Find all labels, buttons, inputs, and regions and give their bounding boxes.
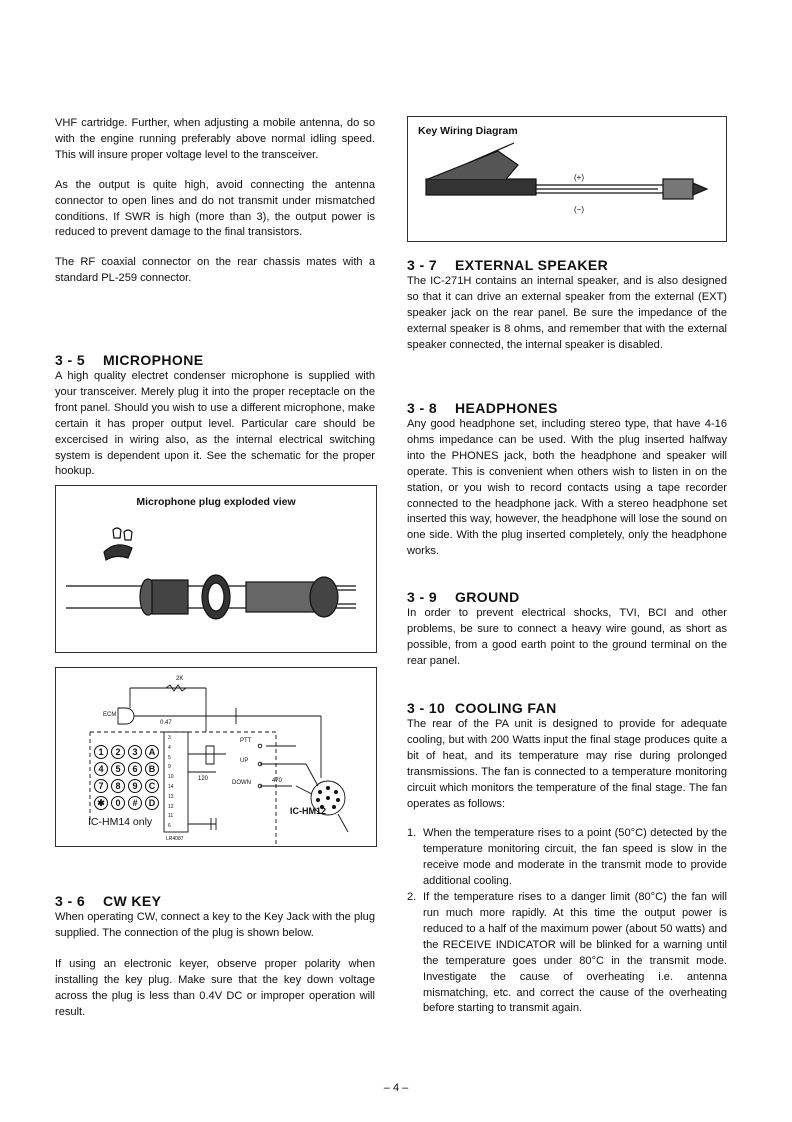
keypad-key: 0 [111, 796, 125, 810]
paragraph-cw-key: When operating CW, connect a key to the Key Jack with the plug supplied. The connection of the plug is shown below. [55, 911, 375, 939]
list-number: 2. [407, 891, 417, 904]
paragraph-output: As the output is quite high, avoid connecting the antenna connector to open lines and do not transmit under mismatched conditions. If SWR is high (more than 3), the output power is reduced to prevent damage to the final transistors. [55, 178, 375, 239]
list-number: 1. [407, 827, 417, 840]
keypad-key: 1 [94, 745, 108, 759]
heading-external-speaker [407, 256, 727, 274]
keypad-key: 5 [111, 762, 125, 776]
section-number: 3 - 8 [407, 400, 438, 416]
heading-microphone [55, 351, 375, 369]
plus-label: (+) [574, 173, 584, 182]
ptt-label: PTT [240, 738, 252, 744]
pin-number: 5 [168, 754, 171, 761]
section-3-5 [55, 351, 375, 480]
paragraph-microphone: A high quality electret condenser microphone is supplied with your transceiver. Merely plug it into the proper receptacle on the front panel. Should you wish to use a different microphone, make certain it has proper output level. Particular care should be excercised in wiring also, as the internal electrical switching system is dependent upon it. See the schematic for the proper hookup. [55, 370, 375, 478]
figure-microphone-plug [55, 485, 377, 653]
down-label: DOWN [232, 780, 251, 786]
pin-number: 4 [168, 744, 171, 751]
paragraph-ground: In order to prevent electrical shocks, TVI, BCI and other problems, be sure to connect a heavy wire gound, as short as possible, from a good earth point to the ground terminal on the rear panel. [407, 607, 727, 667]
keypad-key: A [145, 745, 159, 759]
list-item [407, 826, 727, 890]
section-number: 3 - 5 [55, 352, 86, 368]
paragraph-rf-connector: The RF coaxial connector on the rear chassis mates with a standard PL-259 connector. [55, 256, 375, 285]
pin-number: 6 [168, 823, 171, 830]
section-3-8 [407, 399, 727, 560]
keypad-key: 3 [128, 745, 142, 759]
paragraph-keyer: If using an electronic keyer, observe proper polarity when installing the key plug. Make sure that the key down voltage across the plug is less than 0.4V DC or improper operation will result. [55, 957, 375, 1018]
pin-numbers [168, 734, 188, 832]
section-3-6 [55, 892, 375, 1020]
paragraph-headphones: Any good headphone set, including stereo type, that have 4-16 ohms impedance can be used. With the plug inserted halfway into the PHONES jack, both the headphone and speaker will operate. This is convenient when others wish to listen in on the station, or you wish to record contacts using a tape recorder connected to the headphone jack. With a stereo headphone set inserted this way, however, the headphone will lose the sound on one side. With the plug inserted completely, only the headphone works. [407, 418, 727, 558]
ic-hm14-label: IC-HM14 only [88, 816, 153, 828]
section-title: EXTERNAL SPEAKER [455, 257, 609, 273]
keypad-key: 8 [111, 779, 125, 793]
section-title: GROUND [455, 589, 520, 605]
key-wiring-illustration [408, 117, 726, 241]
list-text: If the temperature rises to a danger limit (80°C) the fan will run much more rapidly. At this time the output power is reduced to a half of the maximum power (about 50 watts) and the RECEIVE INDICATOR will be blinked for a warning until the temperature goes under 80°C in the transmit mode. Investigate the cause of overheating i.e. antenna mismatching, etc. and correct the cause of the overheating before starting to transmit again. [423, 891, 727, 1015]
fan-operation-list [407, 826, 727, 1017]
chip-label: LR4087 [166, 836, 184, 842]
keypad-key: 6 [128, 762, 142, 776]
figure-caption: Key Wiring Diagram [418, 125, 518, 137]
ic-hm12-label: IC-HM12 [290, 806, 327, 816]
pin-number: 9 [168, 764, 171, 771]
keypad-key: C [145, 779, 159, 793]
section-number: 3 - 6 [55, 893, 86, 909]
figure-microphone-schematic [55, 667, 377, 847]
section-3-9 [407, 588, 727, 670]
keypad [94, 745, 162, 810]
pin-number: 13 [168, 793, 174, 800]
page-number: – 4 – [383, 1082, 409, 1094]
resistor-120-label: 120 [198, 776, 209, 782]
keypad-key: B [145, 762, 159, 776]
keypad-key: ✱ [94, 796, 108, 810]
keypad-key: 2 [111, 745, 125, 759]
heading-cw-key [55, 892, 375, 910]
section-number: 3 - 7 [407, 257, 438, 273]
keypad-key: 4 [94, 762, 108, 776]
capacitor-label: 0.47 [160, 720, 172, 726]
figure-key-wiring [407, 116, 727, 242]
keypad-key: D [145, 796, 159, 810]
microphone-plug-illustration [56, 486, 376, 652]
paragraph-cooling-fan: The rear of the PA unit is designed to provide for adequate cooling, but with 200 Watts input the final stage produces quite a bit of heat, and its temperature may rise during prolonged transmissions. The fan is connected to a temperature monitoring circuit which monitors the temperature of the final stage. The fan operates as follows: [407, 718, 727, 810]
section-number: 3 - 10 [407, 700, 446, 716]
heading-ground [407, 588, 727, 606]
heading-cooling-fan [407, 699, 727, 717]
pin-number: 11 [168, 813, 174, 820]
section-title: MICROPHONE [103, 352, 204, 368]
section-3-10 [407, 699, 727, 1017]
left-column [55, 116, 375, 287]
resistor-2k-label: 2K [176, 676, 184, 682]
pin-number: 12 [168, 803, 174, 810]
section-title: HEADPHONES [455, 400, 558, 416]
section-3-7 [407, 256, 727, 354]
figure-caption: Microphone plug exploded view [136, 496, 296, 508]
pin-number: 10 [168, 774, 174, 781]
ecm-label: ECM [103, 712, 117, 718]
section-title: CW KEY [103, 893, 162, 909]
keypad-key: 7 [94, 779, 108, 793]
pin-number: 3 [168, 735, 171, 741]
list-item [407, 890, 727, 1017]
minus-label: (−) [574, 205, 584, 214]
paragraph-external-speaker: The IC-271H contains an internal speaker, and is also designed so that it can drive an external speaker from the external (EXT) speaker jack on the rear panel. Be sure the impedance of the external speaker is 8 ohms, and remember that with the external speaker connected, the internal speaker is disabled. [407, 275, 727, 351]
up-label: UP [240, 758, 249, 764]
keypad-key: # [128, 796, 142, 810]
keypad-key: 9 [128, 779, 142, 793]
paragraph-vhf: VHF cartridge. Further, when adjusting a mobile antenna, do so with the engine running preferably above normal idling speed. This will insure proper voltage level to the transceiver. [55, 117, 375, 161]
section-title: COOLING FAN [455, 700, 557, 716]
list-text: When the temperature rises to a point (50°C) detected by the temperature monitoring circuit, the fan speed is slow in the receive mode and moderate in the transmit mode to provide additional cooling. [423, 827, 727, 888]
heading-headphones [407, 399, 727, 417]
section-number: 3 - 9 [407, 589, 438, 605]
pin-number: 14 [168, 783, 174, 790]
resistor-470-label: 470 [272, 778, 283, 784]
